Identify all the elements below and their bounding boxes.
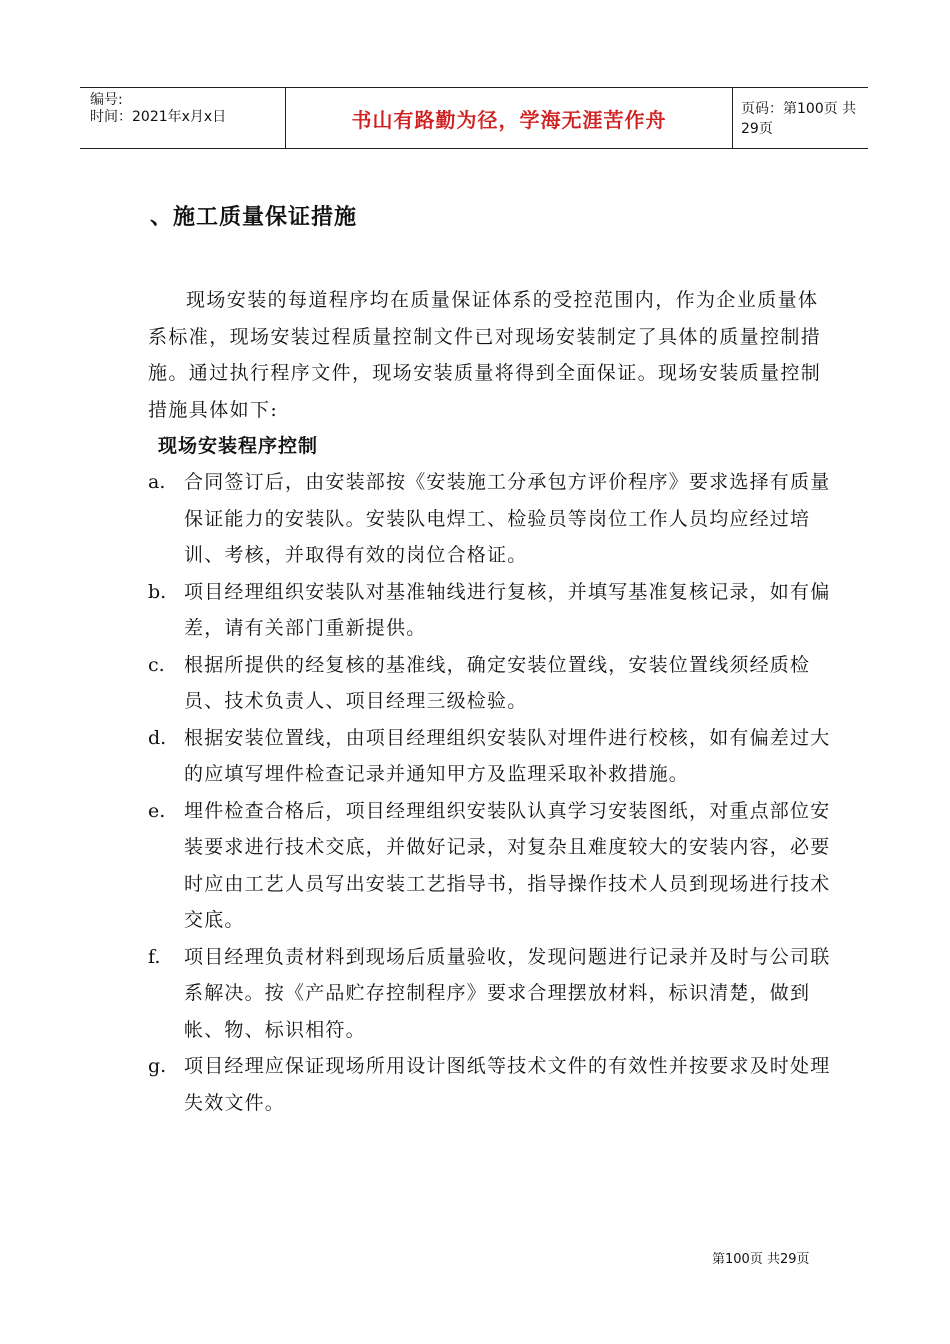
doc-time-label: 时间：2021年x月x日 (90, 109, 227, 125)
document-body (148, 282, 838, 1121)
procedure-list (148, 464, 838, 1121)
list-item (148, 720, 838, 793)
list-item-text: 项目经理负责材料到现场后质量验收，发现问题进行记录并及时与公司联系解决。按《产品贮存控制程序》要求合理摆放材料，标识清楚，做到帐、物、标识相符。 (184, 945, 831, 1041)
doc-number-label: 编号: (90, 92, 123, 108)
list-item-text: 合同签订后，由安装部按《安装施工分承包方评价程序》要求选择有质量保证能力的安装队。安装队电焊工、检验员等岗位工作人员均应经过培训、考核，并取得有效的岗位合格证。 (184, 471, 831, 566)
list-marker: d. (148, 726, 167, 749)
list-marker: e. (148, 799, 166, 822)
page-footer: 第100页 共29页 (712, 1252, 810, 1267)
list-item (148, 1048, 838, 1121)
list-item-text: 根据安装位置线，由项目经理组织安装队对埋件进行校核，如有偏差过大的应填写埋件检查记录并通知甲方及监理采取补救措施。 (184, 726, 831, 785)
header-page-label: 页码：第100页 共29页 (741, 101, 857, 137)
list-item (148, 574, 838, 647)
list-item-text: 埋件检查合格后，项目经理组织安装队认真学习安装图纸，对重点部位安装要求进行技术交底，并做好记录，对复杂且难度较大的安装内容，必要时应由工艺人员写出安装工艺指导书，指导操作技术人员到现场进行技术交底。 (184, 799, 831, 931)
list-item (148, 939, 838, 1049)
list-item (148, 793, 838, 939)
list-item-text: 项目经理应保证现场所用设计图纸等技术文件的有效性并按要求及时处理失效文件。 (184, 1055, 831, 1114)
subsection-heading: 现场安装程序控制 (158, 435, 319, 457)
list-item-text: 根据所提供的经复核的基准线，确定安装位置线，安装位置线须经质检员、技术负责人、项目经理三级检验。 (184, 653, 811, 712)
list-marker: b. (148, 580, 167, 603)
intro-paragraph: 现场安装的每道程序均在质量保证体系的受控范围内，作为企业质量体系标准，现场安装过程质量控制文件已对现场安装制定了具体的质量控制措施。通过执行程序文件，现场安装质量将得到全面保证。现场安装质量控制措施具体如下: (148, 289, 822, 421)
list-item (148, 647, 838, 720)
list-marker: g. (148, 1055, 167, 1077)
list-marker: c. (148, 653, 165, 676)
header-table (80, 87, 868, 149)
header-page-cell (733, 88, 868, 148)
header-motto-cell (285, 88, 733, 148)
header-meta-cell (80, 88, 285, 148)
section-heading: 、施工质量保证措施 (150, 205, 358, 230)
list-marker: a. (148, 471, 166, 493)
list-item-text: 项目经理组织安装队对基准轴线进行复核，并填写基准复核记录，如有偏差，请有关部门重新提供。 (184, 580, 831, 639)
list-item (148, 464, 838, 574)
list-marker: f. (148, 945, 161, 968)
header-motto: 书山有路勤为径，学海无涯苦作舟 (351, 107, 667, 132)
